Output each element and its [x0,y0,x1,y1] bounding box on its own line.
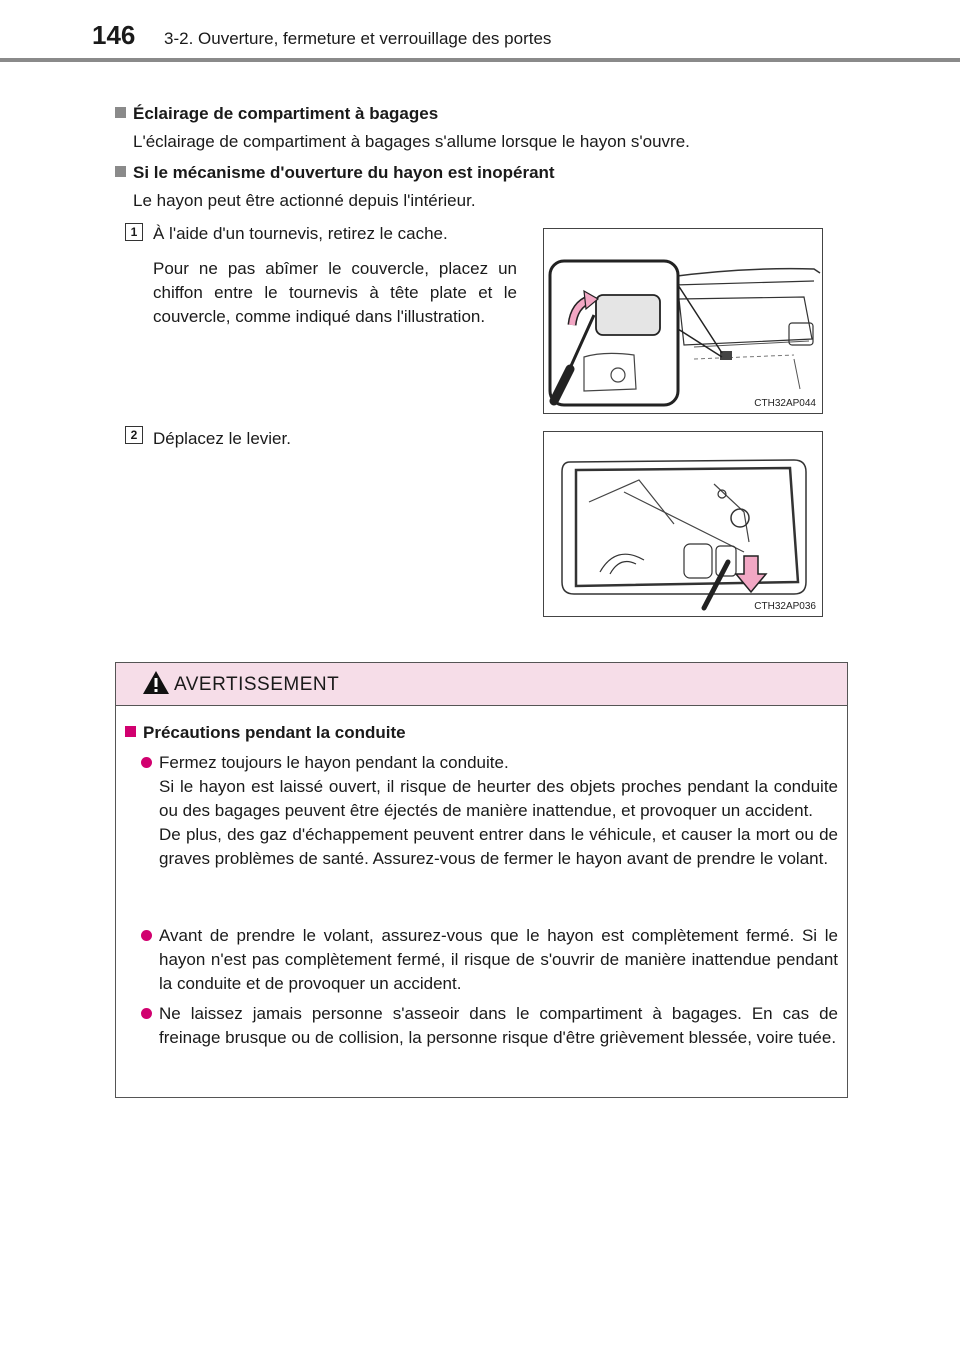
header-divider [0,58,960,62]
step-badge: 1 [125,223,143,241]
warning-subtitle-text: Précautions pendant la conduite [143,723,406,742]
tailgate-cover-drawing [544,229,822,413]
round-bullet-icon [141,930,152,941]
figure-code: CTH32AP036 [754,601,816,612]
section-title: Si le mécanisme d'ouverture du hayon est inopérant [133,163,555,182]
warning-subtitle [125,723,406,743]
warning-bullet [141,1002,838,1050]
square-bullet-icon [125,726,136,737]
section-title: Éclairage de compartiment à bagages [133,104,439,123]
step-text: À l'aide d'un tournevis, retirez le cache. [153,224,448,243]
bullet-line: Si le hayon est laissé ouvert, il risque de heurter des objets proches pendant la conduite ou des bagages peuvent être éjectés de manière inattendue, et provoquer un accident. [159,777,838,820]
bullet-line: Ne laissez jamais personne s'asseoir dans le compartiment à bagages. En cas de freinage brusque ou de collision, la personne risque d'être grièvement blessée, voire tuée. [159,1004,838,1047]
section-text: L'éclairage de compartiment à bagages s'allume lorsque le hayon s'ouvre. [133,132,690,151]
page-number: 146 [92,20,136,50]
warning-title: AVERTISSEMENT [174,674,340,695]
warning-triangle-icon [142,670,170,696]
bullet-line: Fermez toujours le hayon pendant la conduite. [159,753,509,772]
section-heading-inoperative-opener [115,163,555,183]
illustration-move-lever [543,431,823,617]
bullet-line: Avant de prendre le volant, assurez-vous que le hayon est complètement fermé. Si le hayon n'est pas complètement fermé, il risque de s'ouvrir de manière inattendue pendant la conduite et de provoquer un accident. [159,926,838,993]
step-badge: 2 [125,426,143,444]
step-note: Pour ne pas abîmer le couvercle, placez un chiffon entre le tournevis à tête plate et le couvercle, comme indiqué dans l'illustration. [153,259,517,326]
release-lever-drawing [544,432,822,616]
square-bullet-icon [115,107,126,118]
square-bullet-icon [115,166,126,177]
warning-bullet [141,751,838,871]
illustration-remove-cover [543,228,823,414]
step-text: Déplacez le levier. [153,429,291,448]
warning-bullet [141,924,838,996]
section-heading-luggage-light [115,104,438,124]
bullet-line: De plus, des gaz d'échappement peuvent entrer dans le véhicule, et causer la mort ou de graves problèmes de santé. Assurez-vous de fermer le hayon avant de prendre le volant. [159,825,838,868]
section-text: Le hayon peut être actionné depuis l'intérieur. [133,191,476,210]
round-bullet-icon [141,757,152,768]
figure-code: CTH32AP044 [754,398,816,409]
chapter-title: 3-2. Ouverture, fermeture et verrouillage des portes [164,29,552,48]
warning-header [116,663,847,706]
round-bullet-icon [141,1008,152,1019]
warning-box [115,662,848,1098]
